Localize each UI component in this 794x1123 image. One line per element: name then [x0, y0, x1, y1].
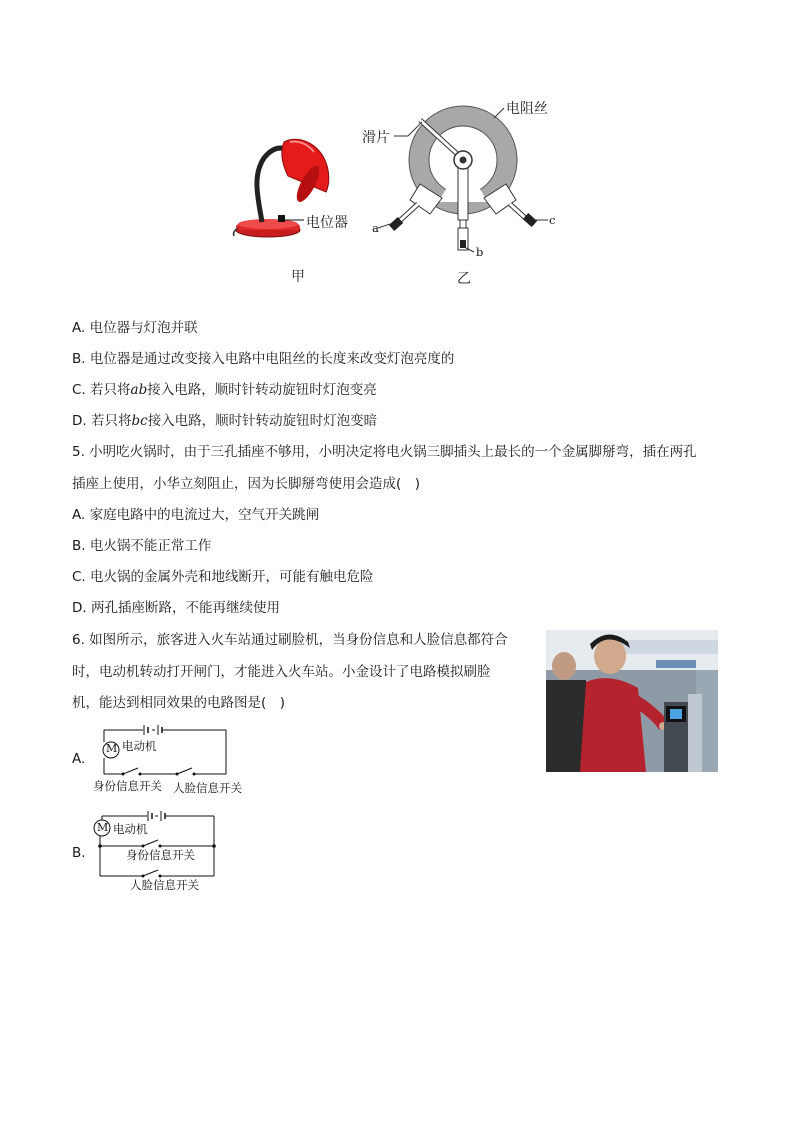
q6-stem-line3: 机，能达到相同效果的电路图是( ) — [72, 695, 286, 711]
q4-option-c: C. 若只将ab接入电路，顺时针转动旋钮时灯泡变亮 — [72, 382, 377, 398]
q5-stem-line2: 插座上使用，小华立刻阻止，因为长脚掰弯使用会造成( ) — [72, 476, 421, 492]
q5-stem-line1: 5. 小明吃火锅时，由于三孔插座不够用，小明决定将电火锅三脚插头上最长的一个金属脚掰弯，插在两孔 — [72, 444, 697, 460]
terminal-a-label: a — [372, 221, 379, 235]
circuit-b-motor-label: 电动机 — [113, 822, 148, 836]
circuit-a-motor-label: 电动机 — [122, 739, 157, 753]
q4-option-a: A. 电位器与灯泡并联 — [72, 320, 198, 336]
circuit-b-switch1-label: 身份信息开关 — [126, 848, 195, 862]
resistance-wire-label: 电阻丝 — [506, 101, 548, 117]
figure-caption-jia: 甲 — [291, 269, 305, 285]
lamp-potentiometer-label: 电位器 — [306, 215, 348, 231]
q4-option-d: D. 若只将bc接入电路，顺时针转动旋钮时灯泡变暗 — [72, 413, 378, 429]
terminal-b-label: b — [476, 245, 484, 259]
q6-stem-line1: 6. 如图所示，旅客进入火车站通过刷脸机，当身份信息和人脸信息都符合 — [72, 632, 508, 648]
q5-option-b: B. 电火锅不能正常工作 — [72, 538, 212, 554]
circuit-a-motor-symbol: M — [106, 742, 118, 755]
q5-option-d: D. 两孔插座断路，不能再继续使用 — [72, 600, 280, 616]
q5-option-c: C. 电火锅的金属外壳和地线断开，可能有触电危险 — [72, 569, 374, 585]
q5-option-a: A. 家庭电路中的电流过大，空气开关跳闸 — [72, 507, 320, 523]
figure-caption-yi: 乙 — [457, 271, 471, 287]
q6-stem-line2: 时，电动机转动打开闸门，才能进入火车站。小金设计了电路模拟刷脸 — [72, 664, 491, 680]
circuit-b-motor-symbol: M — [97, 821, 109, 834]
circuit-a-switch2-label: 人脸信息开关 — [173, 781, 242, 795]
face-scan-photo — [546, 630, 718, 772]
q6-option-a-letter: A. — [72, 751, 86, 767]
terminal-c-label: c — [549, 213, 556, 227]
q6-option-b-letter: B. — [72, 845, 86, 861]
circuit-b-switch2-label: 人脸信息开关 — [130, 878, 199, 892]
circuit-a-switch1-label: 身份信息开关 — [93, 779, 162, 793]
slider-label: 滑片 — [362, 130, 390, 146]
q4-option-b: B. 电位器是通过改变接入电路中电阻丝的长度来改变灯泡亮度的 — [72, 351, 455, 367]
circuit-b — [92, 808, 222, 878]
